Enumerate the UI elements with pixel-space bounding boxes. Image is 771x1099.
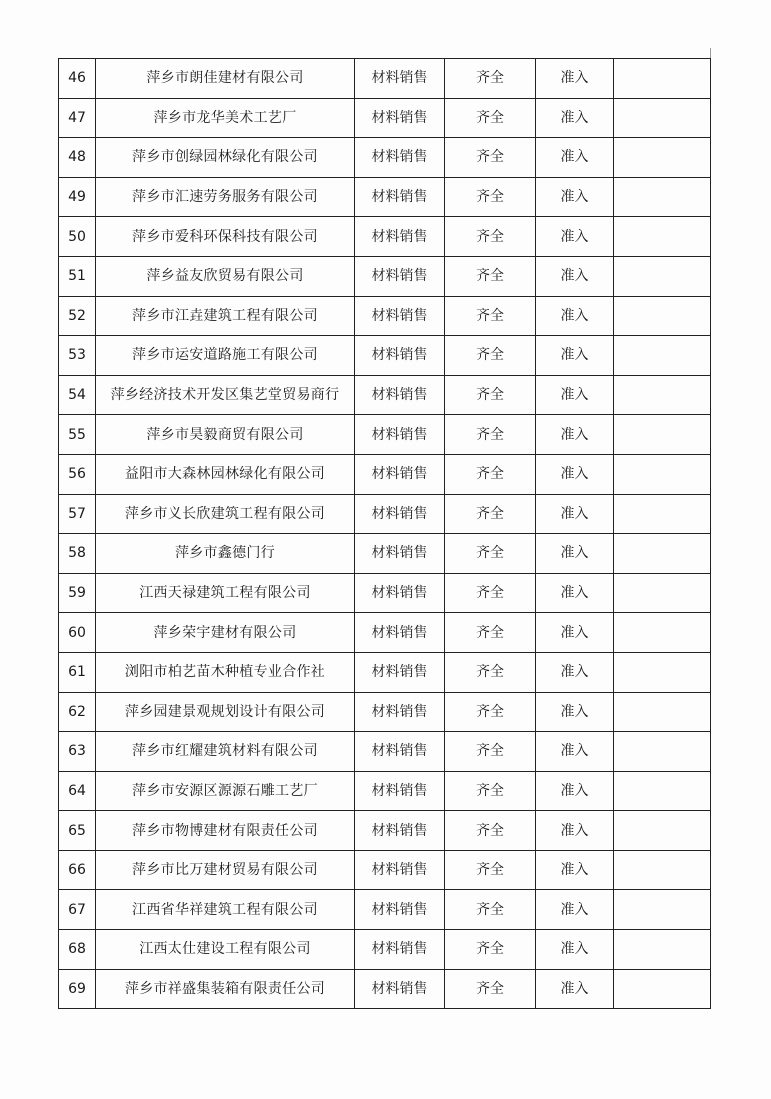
business-type-cell: 材料销售 bbox=[355, 256, 445, 296]
remarks-cell bbox=[614, 494, 711, 534]
table-row bbox=[59, 850, 711, 890]
documents-status-cell: 齐全 bbox=[445, 217, 536, 257]
remarks-cell bbox=[614, 98, 711, 138]
admission-result-cell: 准入 bbox=[536, 534, 614, 574]
documents-status-cell: 齐全 bbox=[445, 969, 536, 1009]
company-name-cell: 萍乡市义长欣建筑工程有限公司 bbox=[96, 494, 355, 534]
row-number-cell: 67 bbox=[59, 890, 96, 930]
business-type-cell: 材料销售 bbox=[355, 652, 445, 692]
admission-result-cell: 准入 bbox=[536, 138, 614, 178]
admission-result-cell: 准入 bbox=[536, 969, 614, 1009]
admission-result-cell: 准入 bbox=[536, 771, 614, 811]
business-type-cell: 材料销售 bbox=[355, 375, 445, 415]
remarks-cell bbox=[614, 771, 711, 811]
table-row bbox=[59, 138, 711, 178]
row-number-cell: 53 bbox=[59, 336, 96, 376]
table-row bbox=[59, 177, 711, 217]
row-number-cell: 64 bbox=[59, 771, 96, 811]
table-row bbox=[59, 217, 711, 257]
row-number-cell: 58 bbox=[59, 534, 96, 574]
company-name-cell: 益阳市大森林园林绿化有限公司 bbox=[96, 454, 355, 494]
documents-status-cell: 齐全 bbox=[445, 59, 536, 99]
table-row bbox=[59, 534, 711, 574]
company-name-cell: 萍乡园建景观规划设计有限公司 bbox=[96, 692, 355, 732]
business-type-cell: 材料销售 bbox=[355, 454, 445, 494]
row-number-cell: 66 bbox=[59, 850, 96, 890]
company-name-cell: 萍乡市昊毅商贸有限公司 bbox=[96, 415, 355, 455]
business-type-cell: 材料销售 bbox=[355, 969, 445, 1009]
business-type-cell: 材料销售 bbox=[355, 850, 445, 890]
business-type-cell: 材料销售 bbox=[355, 573, 445, 613]
business-type-cell: 材料销售 bbox=[355, 415, 445, 455]
remarks-cell bbox=[614, 969, 711, 1009]
remarks-cell bbox=[614, 59, 711, 99]
company-name-cell: 萍乡市爱科环保科技有限公司 bbox=[96, 217, 355, 257]
table-row bbox=[59, 573, 711, 613]
admission-result-cell: 准入 bbox=[536, 59, 614, 99]
admission-result-cell: 准入 bbox=[536, 296, 614, 336]
business-type-cell: 材料销售 bbox=[355, 613, 445, 653]
table-row bbox=[59, 890, 711, 930]
company-name-cell: 萍乡益友欣贸易有限公司 bbox=[96, 256, 355, 296]
business-type-cell: 材料销售 bbox=[355, 494, 445, 534]
table-row bbox=[59, 732, 711, 772]
business-type-cell: 材料销售 bbox=[355, 771, 445, 811]
table-row bbox=[59, 771, 711, 811]
row-number-cell: 48 bbox=[59, 138, 96, 178]
remarks-cell bbox=[614, 138, 711, 178]
business-type-cell: 材料销售 bbox=[355, 890, 445, 930]
remarks-cell bbox=[614, 811, 711, 851]
documents-status-cell: 齐全 bbox=[445, 336, 536, 376]
row-number-cell: 49 bbox=[59, 177, 96, 217]
company-name-cell: 萍乡市物博建材有限责任公司 bbox=[96, 811, 355, 851]
documents-status-cell: 齐全 bbox=[445, 692, 536, 732]
admission-result-cell: 准入 bbox=[536, 375, 614, 415]
company-name-cell: 萍乡市江垚建筑工程有限公司 bbox=[96, 296, 355, 336]
company-name-cell: 江西省华祥建筑工程有限公司 bbox=[96, 890, 355, 930]
company-name-cell: 萍乡市鑫德门行 bbox=[96, 534, 355, 574]
documents-status-cell: 齐全 bbox=[445, 138, 536, 178]
remarks-cell bbox=[614, 652, 711, 692]
remarks-cell bbox=[614, 177, 711, 217]
documents-status-cell: 齐全 bbox=[445, 652, 536, 692]
company-name-cell: 萍乡市红耀建筑材料有限公司 bbox=[96, 732, 355, 772]
admission-result-cell: 准入 bbox=[536, 454, 614, 494]
admission-result-cell: 准入 bbox=[536, 336, 614, 376]
remarks-cell bbox=[614, 454, 711, 494]
business-type-cell: 材料销售 bbox=[355, 732, 445, 772]
remarks-cell bbox=[614, 415, 711, 455]
admission-result-cell: 准入 bbox=[536, 692, 614, 732]
company-name-cell: 萍乡市祥盛集装箱有限责任公司 bbox=[96, 969, 355, 1009]
company-name-cell: 萍乡市安源区源源石雕工艺厂 bbox=[96, 771, 355, 811]
table-row bbox=[59, 652, 711, 692]
company-name-cell: 江西太仕建设工程有限公司 bbox=[96, 930, 355, 970]
documents-status-cell: 齐全 bbox=[445, 613, 536, 653]
table-row bbox=[59, 296, 711, 336]
admission-result-cell: 准入 bbox=[536, 494, 614, 534]
remarks-cell bbox=[614, 336, 711, 376]
admission-result-cell: 准入 bbox=[536, 98, 614, 138]
business-type-cell: 材料销售 bbox=[355, 336, 445, 376]
table-row bbox=[59, 811, 711, 851]
remarks-cell bbox=[614, 296, 711, 336]
table-row bbox=[59, 613, 711, 653]
company-name-cell: 萍乡经济技术开发区集艺堂贸易商行 bbox=[96, 375, 355, 415]
documents-status-cell: 齐全 bbox=[445, 850, 536, 890]
admission-result-cell: 准入 bbox=[536, 415, 614, 455]
documents-status-cell: 齐全 bbox=[445, 177, 536, 217]
business-type-cell: 材料销售 bbox=[355, 534, 445, 574]
vendor-admission-table bbox=[58, 58, 711, 1009]
business-type-cell: 材料销售 bbox=[355, 217, 445, 257]
admission-result-cell: 准入 bbox=[536, 732, 614, 772]
documents-status-cell: 齐全 bbox=[445, 771, 536, 811]
row-number-cell: 54 bbox=[59, 375, 96, 415]
admission-result-cell: 准入 bbox=[536, 613, 614, 653]
admission-result-cell: 准入 bbox=[536, 890, 614, 930]
row-number-cell: 65 bbox=[59, 811, 96, 851]
table-row bbox=[59, 375, 711, 415]
company-name-cell: 萍乡荣宇建材有限公司 bbox=[96, 613, 355, 653]
table-row bbox=[59, 336, 711, 376]
table-row bbox=[59, 969, 711, 1009]
row-number-cell: 59 bbox=[59, 573, 96, 613]
table-row bbox=[59, 415, 711, 455]
company-name-cell: 江西天禄建筑工程有限公司 bbox=[96, 573, 355, 613]
remarks-cell bbox=[614, 930, 711, 970]
documents-status-cell: 齐全 bbox=[445, 375, 536, 415]
documents-status-cell: 齐全 bbox=[445, 256, 536, 296]
table-row bbox=[59, 692, 711, 732]
business-type-cell: 材料销售 bbox=[355, 177, 445, 217]
row-number-cell: 69 bbox=[59, 969, 96, 1009]
documents-status-cell: 齐全 bbox=[445, 890, 536, 930]
documents-status-cell: 齐全 bbox=[445, 930, 536, 970]
company-name-cell: 萍乡市比万建材贸易有限公司 bbox=[96, 850, 355, 890]
business-type-cell: 材料销售 bbox=[355, 811, 445, 851]
row-number-cell: 47 bbox=[59, 98, 96, 138]
remarks-cell bbox=[614, 850, 711, 890]
row-number-cell: 57 bbox=[59, 494, 96, 534]
documents-status-cell: 齐全 bbox=[445, 573, 536, 613]
admission-result-cell: 准入 bbox=[536, 652, 614, 692]
documents-status-cell: 齐全 bbox=[445, 494, 536, 534]
admission-result-cell: 准入 bbox=[536, 177, 614, 217]
remarks-cell bbox=[614, 375, 711, 415]
table-row bbox=[59, 59, 711, 99]
business-type-cell: 材料销售 bbox=[355, 138, 445, 178]
admission-result-cell: 准入 bbox=[536, 573, 614, 613]
company-name-cell: 萍乡市朗佳建材有限公司 bbox=[96, 59, 355, 99]
table-body bbox=[59, 59, 711, 1009]
company-name-cell: 萍乡市龙华美术工艺厂 bbox=[96, 98, 355, 138]
row-number-cell: 51 bbox=[59, 256, 96, 296]
company-name-cell: 浏阳市柏艺苗木种植专业合作社 bbox=[96, 652, 355, 692]
remarks-cell bbox=[614, 692, 711, 732]
row-number-cell: 61 bbox=[59, 652, 96, 692]
business-type-cell: 材料销售 bbox=[355, 98, 445, 138]
remarks-cell bbox=[614, 890, 711, 930]
documents-status-cell: 齐全 bbox=[445, 415, 536, 455]
row-number-cell: 60 bbox=[59, 613, 96, 653]
admission-result-cell: 准入 bbox=[536, 811, 614, 851]
admission-result-cell: 准入 bbox=[536, 256, 614, 296]
remarks-cell bbox=[614, 534, 711, 574]
admission-result-cell: 准入 bbox=[536, 850, 614, 890]
table-row bbox=[59, 930, 711, 970]
business-type-cell: 材料销售 bbox=[355, 296, 445, 336]
business-type-cell: 材料销售 bbox=[355, 59, 445, 99]
remarks-cell bbox=[614, 732, 711, 772]
table-row bbox=[59, 454, 711, 494]
remarks-cell bbox=[614, 256, 711, 296]
row-number-cell: 63 bbox=[59, 732, 96, 772]
documents-status-cell: 齐全 bbox=[445, 732, 536, 772]
documents-status-cell: 齐全 bbox=[445, 454, 536, 494]
row-number-cell: 52 bbox=[59, 296, 96, 336]
row-number-cell: 68 bbox=[59, 930, 96, 970]
row-number-cell: 56 bbox=[59, 454, 96, 494]
documents-status-cell: 齐全 bbox=[445, 534, 536, 574]
company-name-cell: 萍乡市运安道路施工有限公司 bbox=[96, 336, 355, 376]
remarks-cell bbox=[614, 217, 711, 257]
admission-result-cell: 准入 bbox=[536, 217, 614, 257]
remarks-cell bbox=[614, 613, 711, 653]
table-row bbox=[59, 256, 711, 296]
company-name-cell: 萍乡市汇速劳务服务有限公司 bbox=[96, 177, 355, 217]
row-number-cell: 55 bbox=[59, 415, 96, 455]
row-number-cell: 46 bbox=[59, 59, 96, 99]
company-name-cell: 萍乡市创绿园林绿化有限公司 bbox=[96, 138, 355, 178]
business-type-cell: 材料销售 bbox=[355, 930, 445, 970]
admission-result-cell: 准入 bbox=[536, 930, 614, 970]
documents-status-cell: 齐全 bbox=[445, 98, 536, 138]
remarks-cell bbox=[614, 573, 711, 613]
documents-status-cell: 齐全 bbox=[445, 296, 536, 336]
row-number-cell: 62 bbox=[59, 692, 96, 732]
table-row bbox=[59, 494, 711, 534]
business-type-cell: 材料销售 bbox=[355, 692, 445, 732]
table-row bbox=[59, 98, 711, 138]
row-number-cell: 50 bbox=[59, 217, 96, 257]
documents-status-cell: 齐全 bbox=[445, 811, 536, 851]
